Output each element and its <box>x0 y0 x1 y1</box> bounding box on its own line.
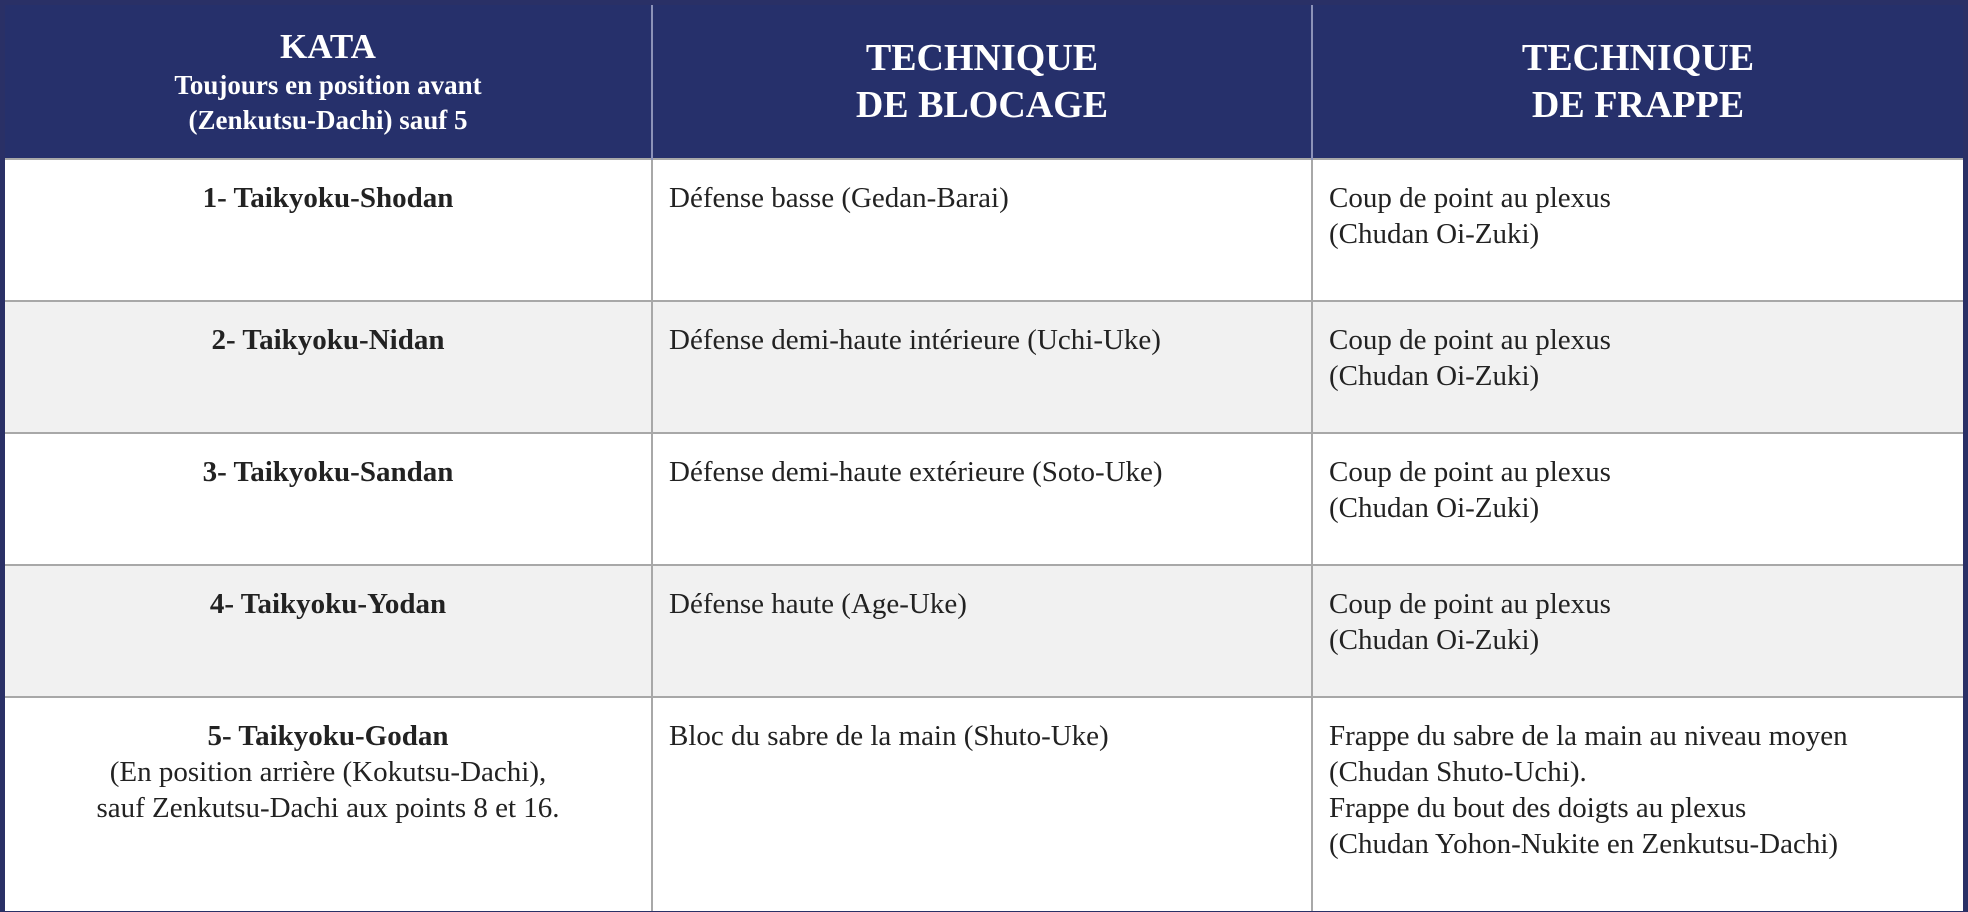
blocking-text: Défense demi-haute intérieure (Uchi-Uke) <box>669 324 1161 356</box>
header-strike-line-2: DE FRAPPE <box>1531 83 1745 126</box>
strike-text-3: Frappe du bout des doigts au plexus <box>1329 792 1747 824</box>
strike-text-2: (Chudan Oi-Zuki) <box>1329 624 1540 656</box>
header-blocking <box>652 5 1312 159</box>
strike-text-1: Coup de point au plexus <box>1329 456 1611 488</box>
strike-text-1: Coup de point au plexus <box>1329 588 1611 620</box>
header-kata-subtitle-2: (Zenkutsu-Dachi) sauf 5 <box>188 104 468 135</box>
table-row <box>5 697 1963 911</box>
blocking-text: Défense basse (Gedan-Barai) <box>669 182 1009 214</box>
kata-name: 1- Taikyoku-Shodan <box>202 182 454 214</box>
header-kata <box>5 5 652 159</box>
strike-text-2: (Chudan Oi-Zuki) <box>1329 360 1540 392</box>
header-kata-title: KATA <box>280 26 376 66</box>
strike-cell <box>1312 697 1963 911</box>
kata-name: 4- Taikyoku-Yodan <box>209 588 447 620</box>
kata-note-1: (En position arrière (Kokutsu-Dachi), <box>109 756 547 788</box>
header-strike <box>1312 5 1963 159</box>
table-row <box>5 159 1963 301</box>
kata-name: 5- Taikyoku-Godan <box>207 720 449 752</box>
kata-cell <box>5 697 652 911</box>
kata-cell <box>5 301 652 433</box>
header-strike-line-1: TECHNIQUE <box>1521 36 1755 79</box>
blocking-cell <box>652 301 1312 433</box>
strike-text-2: (Chudan Oi-Zuki) <box>1329 218 1540 250</box>
header-row <box>5 5 1963 159</box>
blocking-cell <box>652 697 1312 911</box>
strike-text-4: (Chudan Yohon-Nukite en Zenkutsu-Dachi) <box>1329 828 1839 860</box>
blocking-text: Défense demi-haute extérieure (Soto-Uke) <box>669 456 1163 488</box>
kata-name: 2- Taikyoku-Nidan <box>211 324 445 356</box>
strike-text-1: Coup de point au plexus <box>1329 182 1611 214</box>
strike-text-1: Frappe du sabre de la main au niveau moyen <box>1329 720 1848 752</box>
kata-cell <box>5 565 652 697</box>
kata-table <box>5 5 1963 911</box>
strike-text-2: (Chudan Shuto-Uchi). <box>1329 756 1587 788</box>
blocking-cell <box>652 159 1312 301</box>
table-row <box>5 301 1963 433</box>
table-row <box>5 565 1963 697</box>
kata-name: 3- Taikyoku-Sandan <box>202 456 454 488</box>
strike-text-1: Coup de point au plexus <box>1329 324 1611 356</box>
blocking-cell <box>652 433 1312 565</box>
strike-cell <box>1312 301 1963 433</box>
header-blocking-line-2: DE BLOCAGE <box>855 83 1109 126</box>
kata-cell <box>5 159 652 301</box>
blocking-text: Défense haute (Age-Uke) <box>669 588 967 620</box>
header-kata-subtitle-1: Toujours en position avant <box>174 69 482 100</box>
kata-note-2: sauf Zenkutsu-Dachi aux points 8 et 16. <box>96 792 560 824</box>
blocking-text: Bloc du sabre de la main (Shuto-Uke) <box>669 720 1109 752</box>
strike-cell <box>1312 159 1963 301</box>
blocking-cell <box>652 565 1312 697</box>
kata-cell <box>5 433 652 565</box>
strike-cell <box>1312 433 1963 565</box>
strike-cell <box>1312 565 1963 697</box>
table-row <box>5 433 1963 565</box>
strike-text-2: (Chudan Oi-Zuki) <box>1329 492 1540 524</box>
header-blocking-line-1: TECHNIQUE <box>865 36 1099 79</box>
